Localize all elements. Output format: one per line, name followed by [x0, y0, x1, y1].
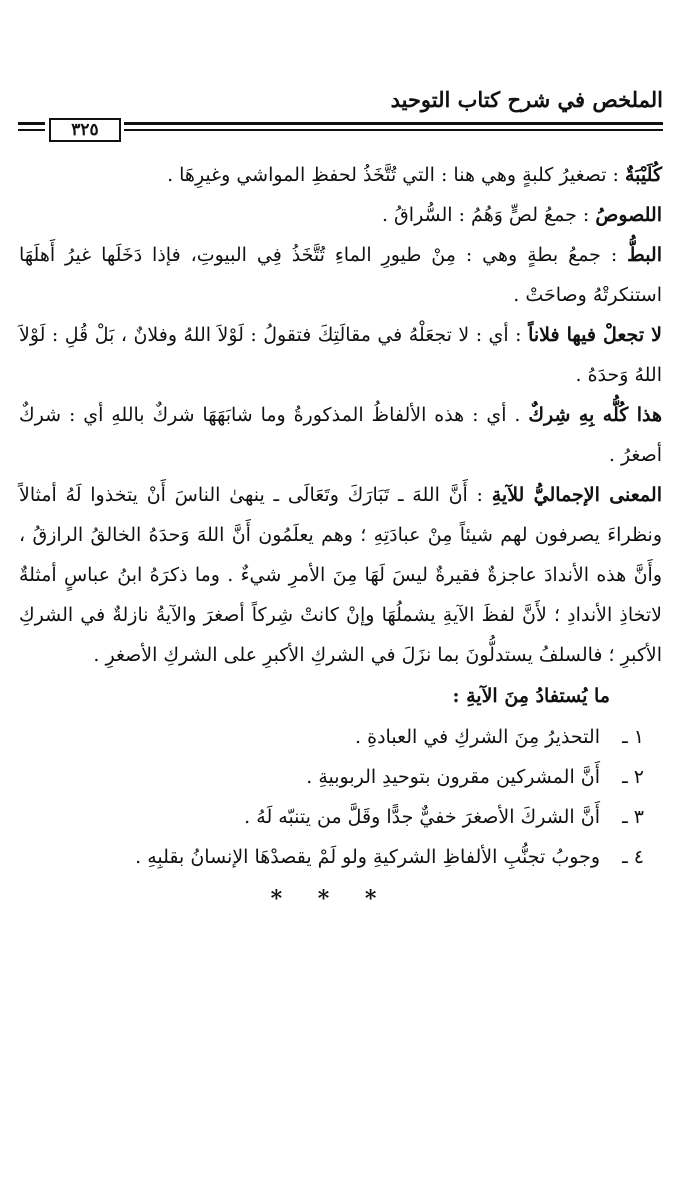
benefit-text: التحذيرُ مِنَ الشركِ في العبادةِ .	[355, 726, 600, 748]
section-separator: * * *	[270, 886, 391, 912]
definition-batt	[19, 235, 662, 315]
definition-lusus	[19, 195, 662, 235]
definition-text: : أَنَّ اللهَ ـ تَبَارَكَ وتَعَالَى ـ ينهىٰ الناسَ أَنْ يتخذوا لَهُ أمثالاً ونظراءَ يصرفون لهم شيئاً مِنْ عبادَتِهِ ؛ وهم يعلَمُون أَنَّ اللهَ وَحدَهُ الخالقُ الرازقُ ، وأَنَّ هذه الأندادَ عاجزةٌ فقيرةٌ ليسَ لَهَا مِنَ الأمرِ شيءٌ . وما ذكرَهُ ابنُ عباسٍ أمثلةٌ لاتخاذِ الأندادِ ؛ لأَنَّ لفظَ الآيةِ يشملُهَا وإنْ كانتْ شِركاً أصغرَ والآيةُ نازلةٌ في الشركِ الأكبرِ ؛ فالسلفُ يستدلُّونَ بما نزَلَ في الشركِ الأكبرِ على الشركِ الأصغرِ .	[19, 484, 662, 666]
definition-la-taj-al	[19, 315, 662, 395]
benefit-number: ١ ـ	[622, 726, 644, 748]
definition-kulaybah	[19, 155, 662, 195]
benefit-number: ٣ ـ	[622, 806, 644, 828]
benefit-item	[19, 797, 662, 837]
general-meaning	[19, 475, 662, 675]
definition-text: : جمعُ بطةٍ وهي : مِنْ طيورِ الماءِ تُتَّخَذُ فِي البيوتِ، فإذا دَخَلَها غيرُ أَهلَهَا استنكرتْهُ وصاحَتْ .	[19, 244, 662, 306]
term: لا تجعلْ فيها فلاناً	[528, 324, 662, 346]
term: البطُّ	[627, 244, 662, 266]
benefit-text: أَنَّ الشركَ الأصغرَ خفيٌّ جدًّا وقَلَّ من يتنبّه لَهُ .	[244, 806, 600, 828]
benefit-number: ٢ ـ	[622, 766, 644, 788]
benefit-number: ٤ ـ	[622, 846, 644, 868]
definition-text: : جمعُ لصٍّ وَهُمُ : السُّراقُ .	[381, 204, 590, 226]
page-number: ٣٢٥	[49, 118, 121, 142]
definition-text: : تصغيرُ كلبةٍ وهي هنا : التي تُتَّخَذُ لحفظِ المواشي وغيرِهَا .	[167, 164, 619, 186]
term: المعنى الإجماليُّ للآيةِ	[491, 484, 662, 506]
benefits-heading: ما يُستفادُ مِنَ الآيةِ :	[452, 685, 610, 707]
definition-hadha-kulluh	[19, 395, 662, 475]
running-title: الملخص في شرح كتاب التوحيد	[390, 87, 663, 112]
definition-text: . أي : هذه الألفاظُ المذكورةُ وما شابَهَهَا شركٌ باللهِ أي : شركٌ أصغرُ .	[19, 404, 662, 466]
benefit-item	[19, 757, 662, 797]
term: كُلَيْبَةٌ	[625, 164, 662, 186]
page-content	[19, 155, 662, 921]
definition-text: : أي : لا تجعَلْهُ في مقالَتِكَ فتقولُ : لَوْلاَ اللهُ وفلانٌ ، بَلْ قُلِ : لَوْلاَ اللهُ وَحدَهُ .	[19, 324, 662, 386]
benefit-text: وجوبُ تجنُّبِ الألفاظِ الشركيةِ ولو لَمْ يقصدْهَا الإنسانُ بقلبِهِ .	[135, 846, 600, 868]
benefit-text: أَنَّ المشركين مقرون بتوحيدِ الربوبيةِ .	[306, 766, 600, 788]
benefit-item	[19, 717, 662, 757]
term: هذا كُلُّه بِهِ شِركٌ	[528, 404, 662, 426]
header-rule	[18, 118, 663, 142]
benefit-item	[19, 837, 662, 877]
term: اللصوصُ	[595, 204, 662, 226]
